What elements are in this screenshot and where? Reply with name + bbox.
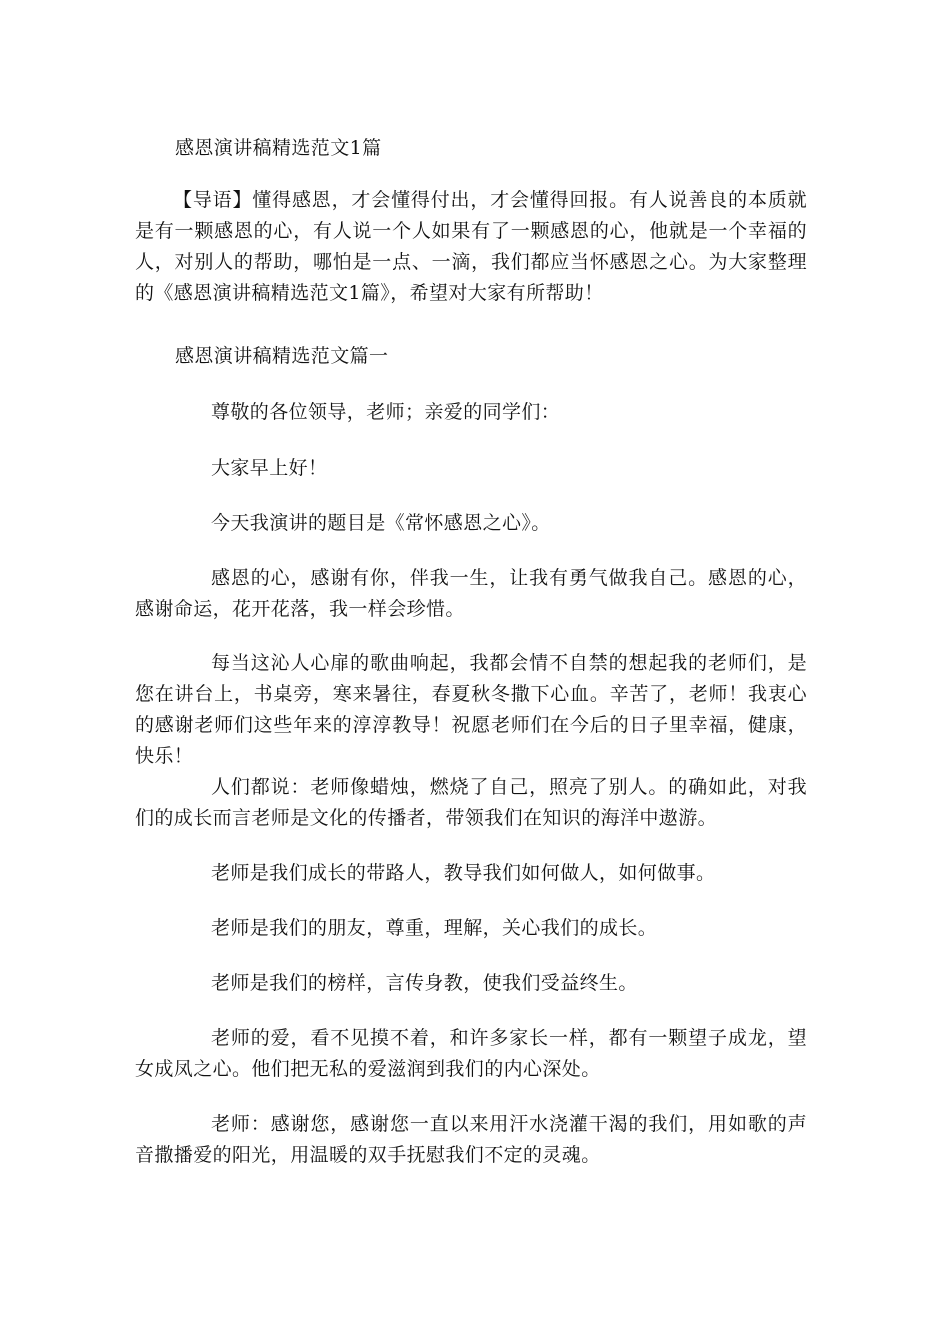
- paragraph-body: 老师是我们的朋友，尊重，理解，关心我们的成长。: [211, 917, 658, 939]
- intro-paragraph: 【导语】懂得感恩，才会懂得付出，才会懂得回报。有人说善良的本质就是有一颗感恩的心，有人说一个人如果有了一颗感恩的心，他就是一个幸福的人，对别人的帮助，哪怕是一点、一滴，我们都应当怀感恩之心。为大家整理的《感恩演讲稿精选范文1篇》，希望对大家有所帮助！: [135, 189, 807, 304]
- paragraph-topic: 今天我演讲的题目是《常怀感恩之心》。: [211, 512, 551, 534]
- paragraph-body: 老师：感谢您，感谢您一直以来用汗水浇灌干渴的我们，用如歌的声音撒播爱的阳光，用温暖的双手抚慰我们不定的灵魂。: [135, 1113, 807, 1166]
- paragraph-body: 感恩的心，感谢有你，伴我一生，让我有勇气做我自己。感恩的心，感谢命运，花开花落，我一样会珍惜。: [135, 567, 807, 620]
- paragraph-body: 老师是我们成长的带路人，教导我们如何做人，如何做事。: [211, 862, 716, 884]
- paragraph-body: 老师的爱，看不见摸不着，和许多家长一样，都有一颗望子成龙，望女成凤之心。他们把无私的爱滋润到我们的内心深处。: [135, 1027, 807, 1080]
- paragraph-salutation: 尊敬的各位领导，老师；亲爱的同学们：: [211, 401, 561, 423]
- document-title: 感恩演讲稿精选范文1篇: [175, 137, 382, 159]
- paragraph-greeting: 大家早上好！: [211, 457, 328, 479]
- section-title: 感恩演讲稿精选范文篇一: [175, 345, 389, 367]
- paragraph-body: 老师是我们的榜样，言传身教，使我们受益终生。: [211, 972, 638, 994]
- paragraph-body: 人们都说：老师像蜡烛，燃烧了自己，照亮了别人。的确如此，对我们的成长而言老师是文化的传播者，带领我们在知识的海洋中遨游。: [135, 776, 807, 829]
- paragraph-body: 每当这沁人心扉的歌曲响起，我都会情不自禁的想起我的老师们，是您在讲台上，书桌旁，寒来暑往，春夏秋冬撒下心血。辛苦了，老师！我衷心的感谢老师们这些年来的淳淳教导！祝愿老师们在今后的日子里幸福，健康，快乐！: [135, 652, 807, 767]
